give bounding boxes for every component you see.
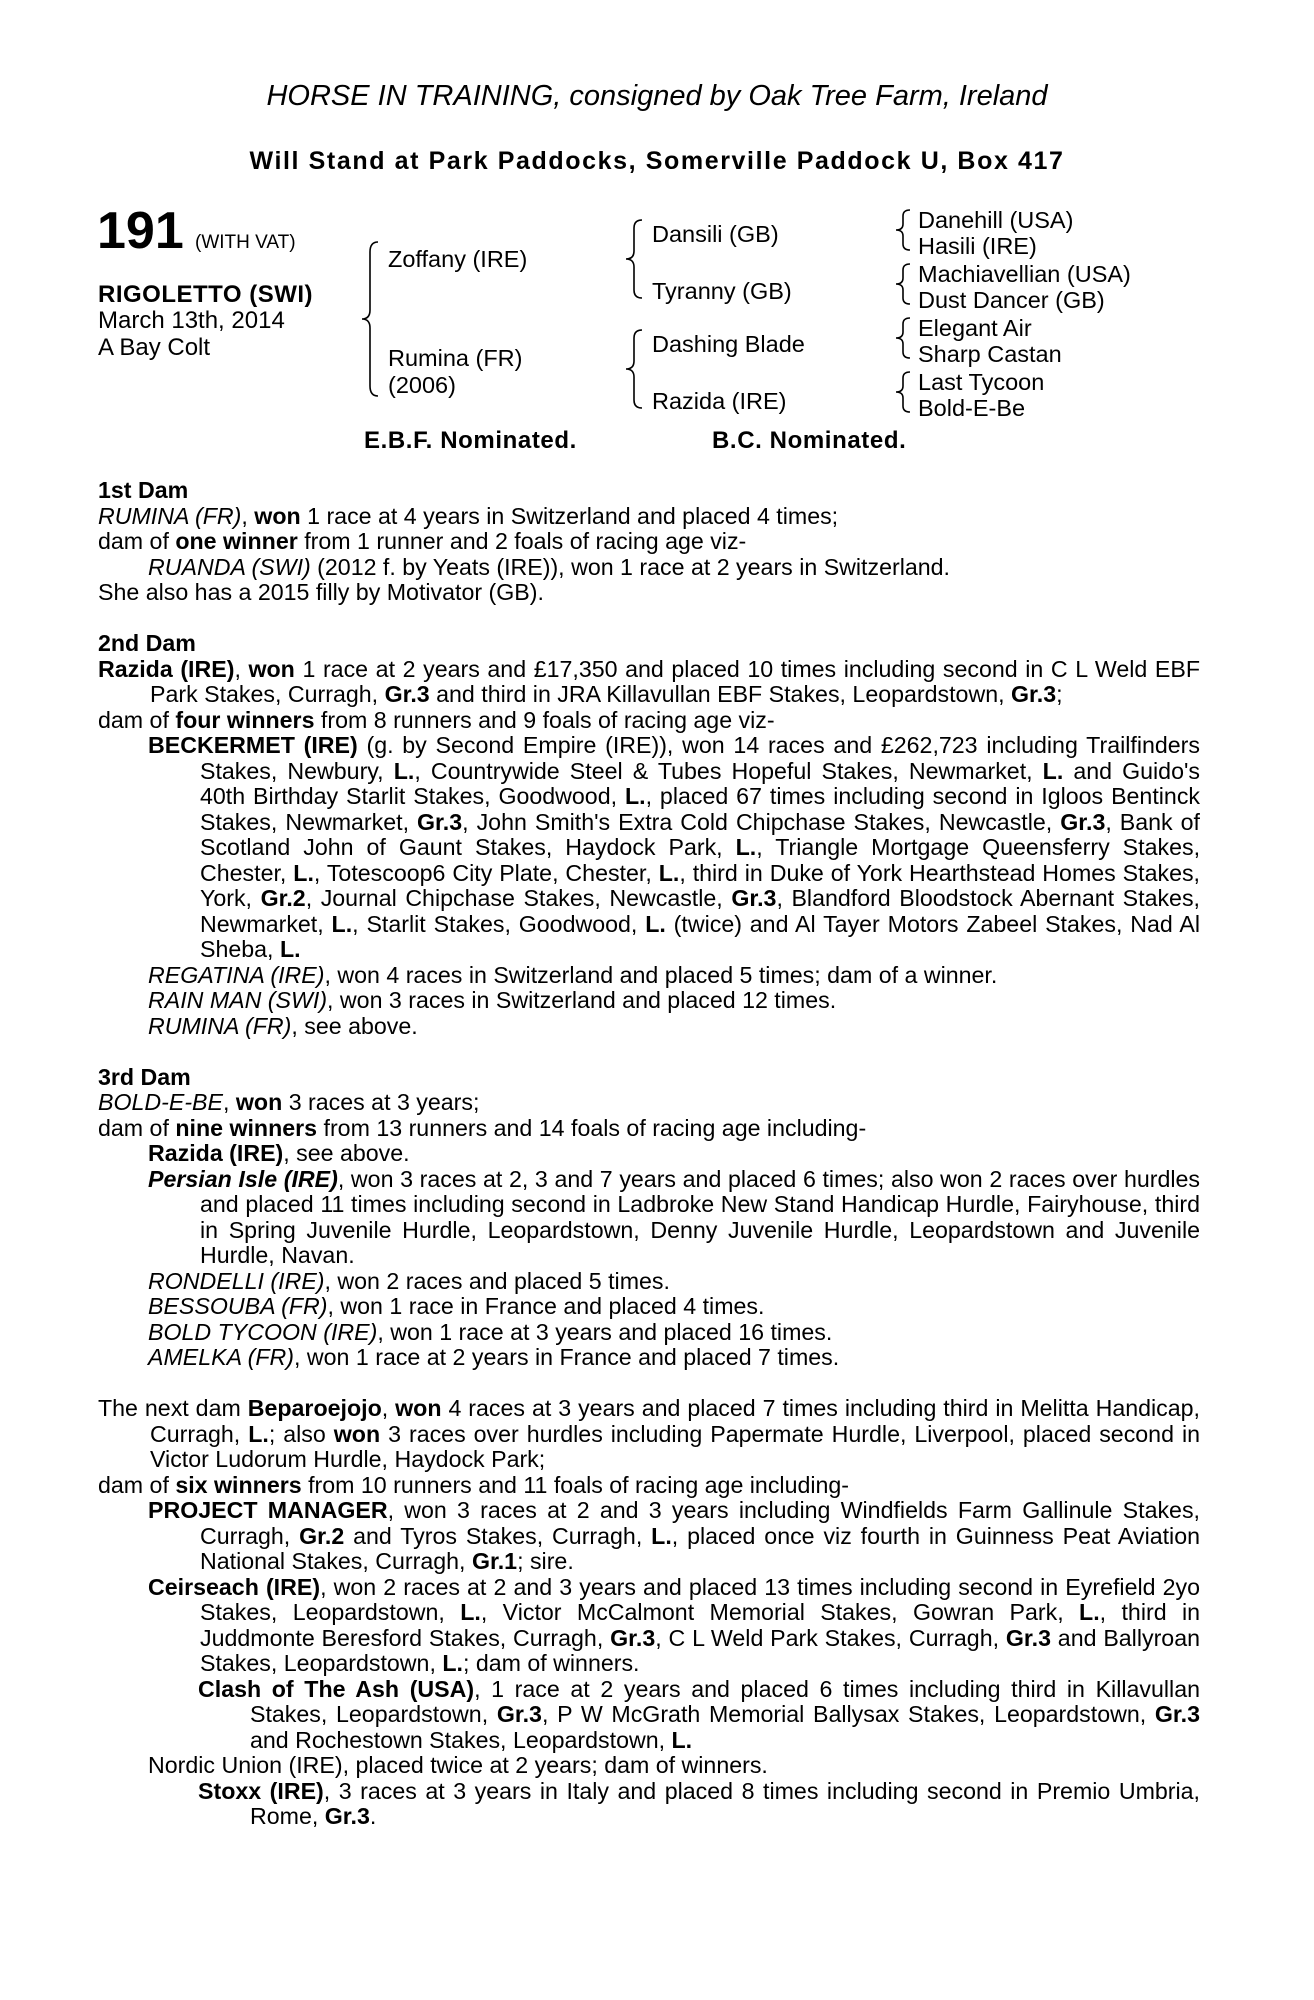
ggp-brace-1 bbox=[892, 208, 914, 252]
bc-nominated: B.C. Nominated. bbox=[712, 427, 907, 454]
foaling-date: March 13th, 2014 bbox=[98, 307, 285, 334]
ggp-brace-2 bbox=[892, 262, 914, 306]
dam-dam: Razida (IRE) bbox=[652, 388, 787, 414]
foal-stoxx: Stoxx (IRE), 3 races at 3 years in Italy and placed 8 times including second in Premio Umbria, Rome, Gr.3. bbox=[198, 1777, 1200, 1829]
first-dam-record: RUMINA (FR), won 1 race at 4 years in Switzerland and placed 4 times; bbox=[98, 502, 839, 529]
first-dam-note: She also has a 2015 filly by Motivator (GB). bbox=[98, 579, 544, 605]
ggp-brace-4 bbox=[892, 370, 914, 414]
ggp-1: Danehill (USA) bbox=[918, 207, 1074, 233]
foal-clash-of-the-ash: Clash of The Ash (USA), 1 race at 2 years and placed 6 times including third in Killavullan Stakes, Leopardstown, Gr.3, P W McGrath Memorial Ballysax Stakes, Leopardstown, Gr.3 and Rochestown Stakes, Leopardstown, L. bbox=[198, 1675, 1200, 1753]
ebf-nominated: E.B.F. Nominated. bbox=[364, 427, 577, 454]
foal-rumina: RUMINA (FR), see above. bbox=[148, 1012, 418, 1039]
dam-sire: Dashing Blade bbox=[652, 331, 805, 357]
first-dam-foal-ruanda: RUANDA (SWI) (2012 f. by Yeats (IRE)), won 1 race at 2 years in Switzerland. bbox=[148, 553, 950, 580]
sire-dam-brace bbox=[358, 240, 382, 398]
dam-line-brace bbox=[622, 328, 646, 410]
second-dam-heading: 2nd Dam bbox=[98, 630, 196, 656]
sire-sire: Dansili (GB) bbox=[652, 221, 779, 247]
pedigree-notes bbox=[98, 478, 1200, 1830]
third-dam-heading: 3rd Dam bbox=[98, 1063, 191, 1090]
ggp-brace-3 bbox=[892, 316, 914, 360]
consignor-title: HORSE IN TRAINING, consigned by Oak Tree Farm, Ireland bbox=[266, 80, 1048, 112]
foal-bold-tycoon: BOLD TYCOON (IRE), won 1 race at 3 years and placed 16 times. bbox=[148, 1318, 833, 1345]
sire-dam: Tyranny (GB) bbox=[652, 278, 792, 304]
second-dam-produce-summary: dam of four winners from 8 runners and 9 foals of racing age viz- bbox=[98, 706, 775, 733]
first-dam-heading: 1st Dam bbox=[98, 477, 189, 503]
horse-description: A Bay Colt bbox=[98, 334, 211, 361]
foal-razida: Razida (IRE), see above. bbox=[148, 1140, 410, 1166]
second-dam-record: Razida (IRE), won 1 race at 2 years and £17,350 and placed 10 times including second in C L Weld EBF Park Stakes, Curragh, Gr.3 and third in JRA Killavullan EBF Stakes, Leopardstown, Gr.3; bbox=[98, 655, 1200, 707]
horse-name: RIGOLETTO (SWI) bbox=[98, 281, 314, 308]
foal-ceirseach: Ceirseach (IRE), won 2 races at 2 and 3 years and placed 13 times including second in Eyrefield 2yo Stakes, Leopardstown, L., Victor McCalmont Memorial Stakes, Gowran Park, L., third in Juddmonte Beresford Stakes, Curragh, Gr.3, C L Weld Park Stakes, Curragh, Gr.3 and Ballyroan Stakes, Leopardstown, L.; dam of winners. bbox=[148, 1573, 1201, 1676]
ggp-3: Machiavellian (USA) bbox=[918, 261, 1131, 287]
ggp-8: Bold-E-Be bbox=[918, 395, 1026, 421]
foal-bessouba: BESSOUBA (FR), won 1 race in France and placed 4 times. bbox=[148, 1293, 765, 1319]
foal-nordic-union: Nordic Union (IRE), placed twice at 2 years; dam of winners. bbox=[148, 1752, 768, 1778]
stand-location: Will Stand at Park Paddocks, Somerville Paddock U, Box 417 bbox=[249, 147, 1065, 175]
ggp-7: Last Tycoon bbox=[918, 369, 1045, 395]
dam: Rumina (FR) bbox=[388, 345, 523, 371]
dam-year: (2006) bbox=[388, 372, 456, 398]
foal-persian-isle: Persian Isle (IRE), won 3 races at 2, 3 and 7 years and placed 6 times; also won 2 races over hurdles and placed 11 times including second in Ladbroke New Stand Handicap Hurdle, Fairyhouse, third in Spring Juvenile Hurdle, Leopardstown, Denny Juvenile Hurdle, Leopardstown and Juvenile Hurdle, Navan. bbox=[148, 1165, 1200, 1268]
ggp-4: Dust Dancer (GB) bbox=[918, 287, 1105, 313]
first-dam-produce-summary: dam of one winner from 1 runner and 2 foals of racing age viz- bbox=[98, 528, 747, 554]
foal-project-manager: PROJECT MANAGER, won 3 races at 2 and 3 years including Windfields Farm Gallinule Stakes, Curragh, Gr.2 and Tyros Stakes, Curragh, L., placed once viz fourth in Guinness Peat Aviation National Stakes, Curragh, Gr.1; sire. bbox=[148, 1497, 1201, 1574]
sire-line-brace bbox=[622, 218, 646, 300]
sire: Zoffany (IRE) bbox=[388, 246, 528, 272]
foal-beckermet: BECKERMET (IRE) (g. by Second Empire (IRE)), won 14 races and £262,723 including Trailfinders Stakes, Newbury, L., Countrywide Steel & Tubes Hopeful Stakes, Newmarket, L. and Guido's 40th Birthday Starlit Stakes, Goodwood, L., placed 67 times including second in Igloos Bentinck Stakes, Newmarket, Gr.3, John Smith's Extra Cold Chipchase Stakes, Newcastle, Gr.3, Bank of Scotland John of Gaunt Stakes, Haydock Park, L., Triangle Mortgage Queensferry Stakes, Chester, L., Totescoop6 City Plate, Chester, L., third in Duke of York Hearthstead Homes Stakes, York, Gr.2, Journal Chipchase Stakes, Newcastle, Gr.3, Blandford Bloodstock Abernant Stakes, Newmarket, L., Starlit Stakes, Goodwood, L. (twice) and Al Tayer Motors Zabeel Stakes, Nad Al Sheba, L. bbox=[148, 732, 1201, 962]
ggp-5: Elegant Air bbox=[918, 315, 1032, 341]
foal-rondelli: RONDELLI (IRE), won 2 races and placed 5 times. bbox=[148, 1267, 670, 1294]
third-dam-produce-summary: dam of nine winners from 13 runners and 14 foals of racing age including- bbox=[98, 1114, 867, 1141]
next-dam-record: The next dam Beparoejojo, won 4 races at 3 years and placed 7 times including third in Melitta Handicap, Curragh, L.; also won 3 races over hurdles including Papermate Hurdle, Liverpool, placed second in Victor Ludorum Hurdle, Haydock Park; bbox=[98, 1395, 1200, 1472]
lot-number: 191 bbox=[97, 202, 184, 260]
next-dam-produce-summary: dam of six winners from 10 runners and 11 foals of racing age including- bbox=[98, 1471, 850, 1498]
vat-note: (WITH VAT) bbox=[195, 232, 296, 253]
third-dam-record: BOLD-E-BE, won 3 races at 3 years; bbox=[98, 1089, 480, 1115]
foal-regatina: REGATINA (IRE), won 4 races in Switzerland and placed 5 times; dam of a winner. bbox=[148, 961, 998, 988]
ggp-2: Hasili (IRE) bbox=[918, 233, 1037, 259]
foal-amelka: AMELKA (FR), won 1 race at 2 years in France and placed 7 times. bbox=[148, 1344, 840, 1370]
ggp-6: Sharp Castan bbox=[918, 341, 1062, 367]
foal-rain-man: RAIN MAN (SWI), won 3 races in Switzerland and placed 12 times. bbox=[148, 987, 837, 1013]
